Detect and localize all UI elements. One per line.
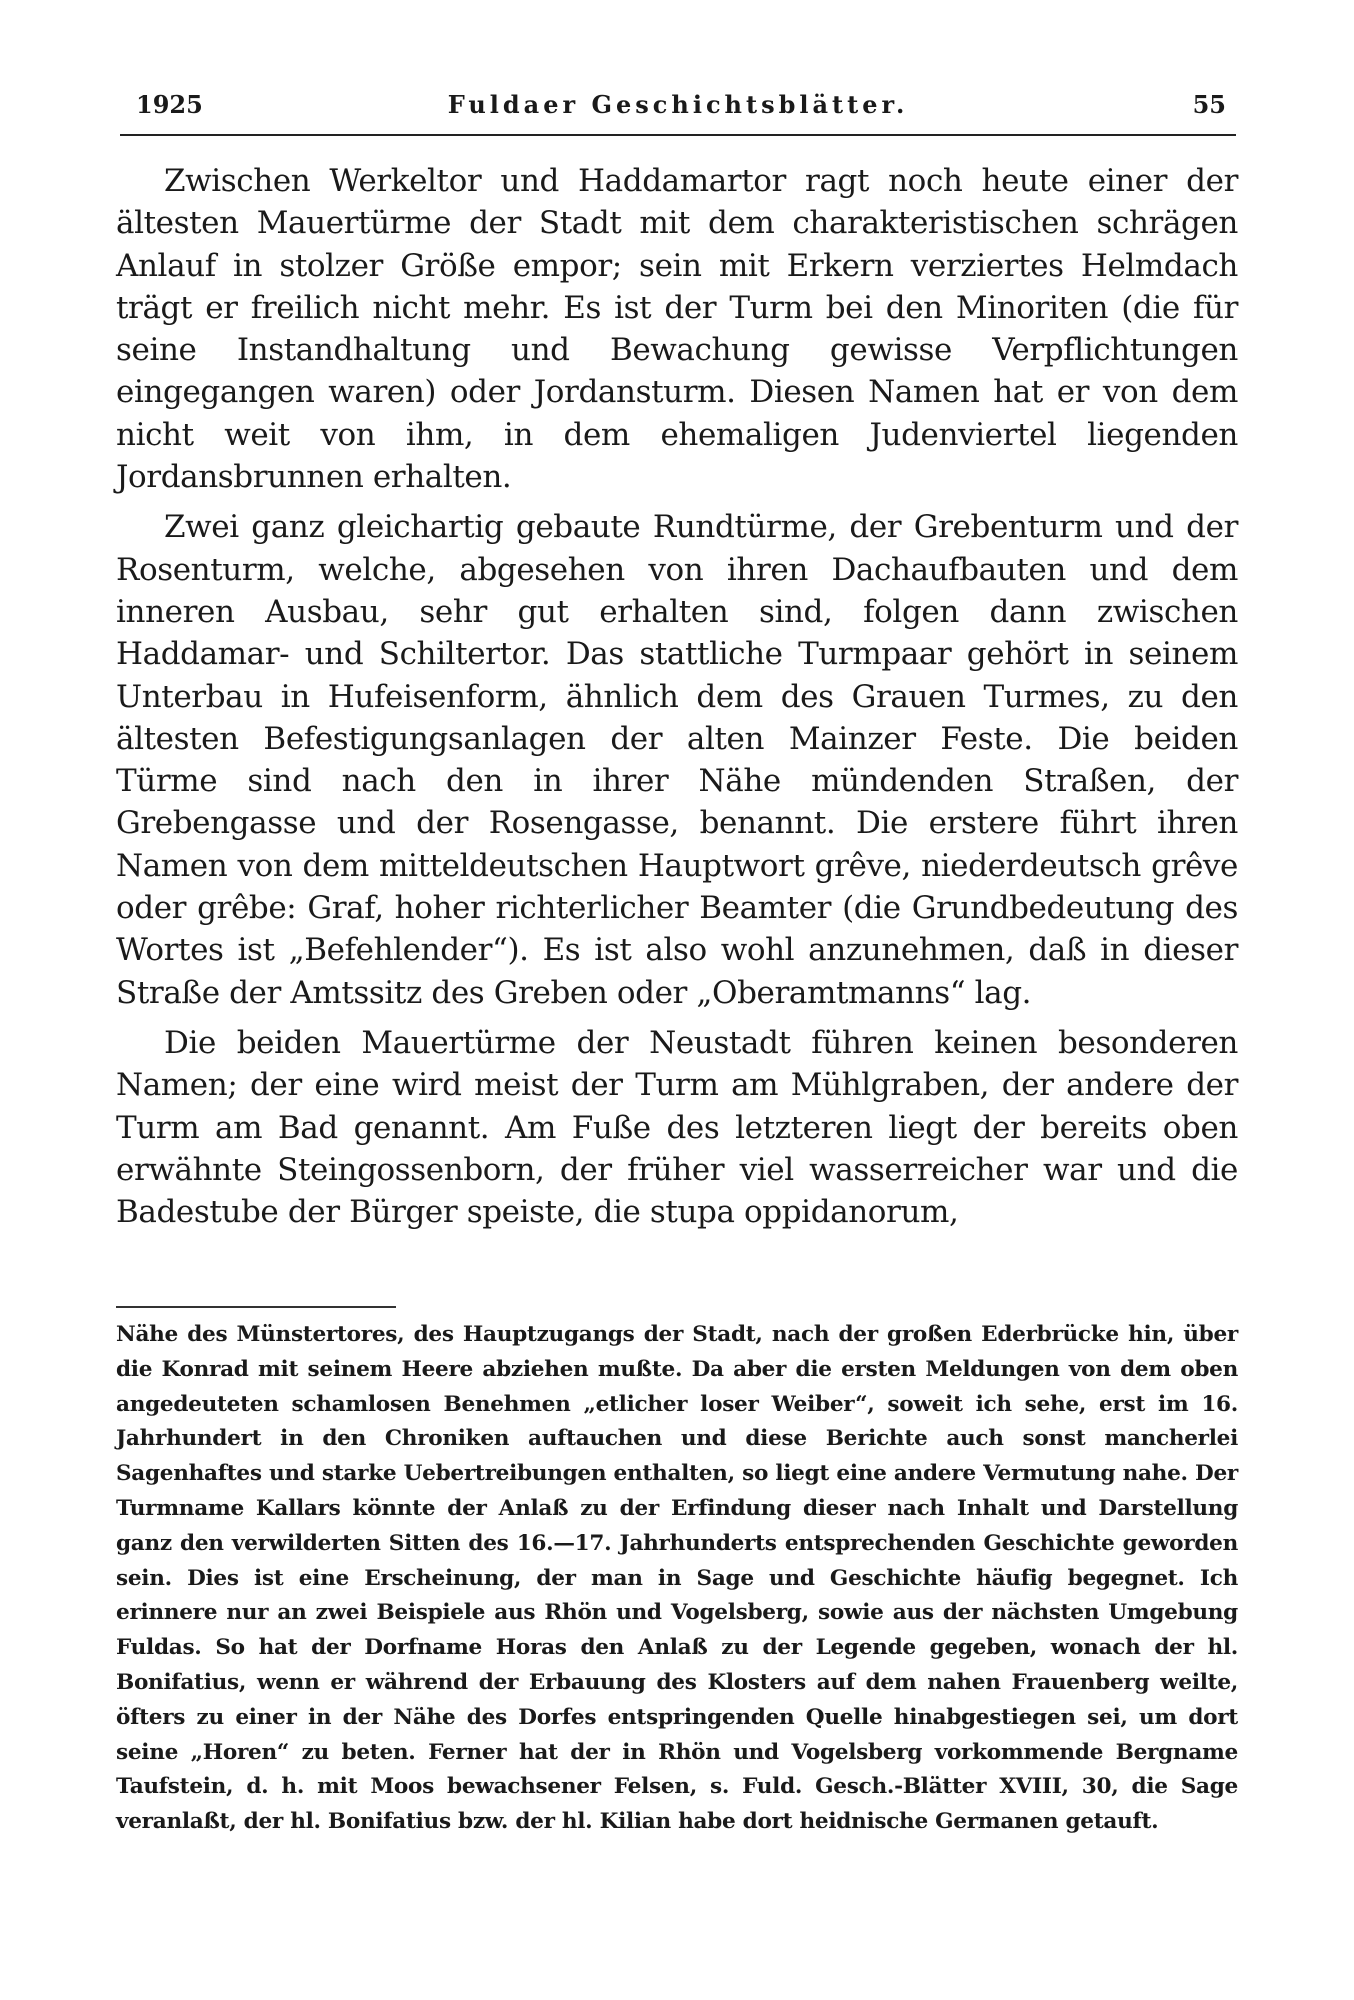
paragraph-2: Zwei ganz gleichartig gebaute Rundtürme, der Grebenturm und der Rosenturm, welche, abgesehen von ihren Dachaufbauten und dem inneren Ausbau, sehr gut erhalten sind, folgen dann zwischen Haddamar- und Schiltertor. Das stattliche Turmpaar gehört in seinem Unterbau in Hufeisenform, ähnlich dem des Grauen Turmes, zu den ältesten Befestigungsanlagen der alten Mainzer Feste. Die beiden Türme sind nach den in ihrer Nähe mündenden Straßen, der Grebengasse und der Rosengasse, benannt. Die erstere führt ihren Namen von dem mitteldeutschen Hauptwort grêve, niederdeutsch grêve oder grêbe: Graf, hoher richterlicher Beamter (die Grundbedeutung des Wortes ist „Befehlender“). Es ist also wohl anzunehmen, daß in dieser Straße der Amtssitz des Greben oder „Oberamtmanns“ lag. [116, 509, 1238, 1011]
body-text [116, 160, 1238, 1233]
footnote: Nähe des Münstertores, des Hauptzugangs der Stadt, nach der großen Ederbrücke hin, über die Konrad mit seinem Heere abziehen mußte. Da aber die ersten Meldungen von dem oben angedeuteten schamlosen Benehmen „etlicher loser Weiber“, soweit ich sehe, erst im 16. Jahrhundert in den Chroniken auftauchen und diese Berichte auch sonst mancherlei Sagenhaftes und starke Uebertreibungen enthalten, so liegt eine andere Vermutung nahe. Der Turmname Kallars könnte der Anlaß zu der Erfindung dieser nach Inhalt und Darstellung ganz den verwilderten Sitten des 16.—17. Jahrhunderts entsprechenden Geschichte geworden sein. Dies ist eine Erscheinung, der man in Sage und Geschichte häufig begegnet. Ich erinnere nur an zwei Beispiele aus Rhön und Vogelsberg, sowie aus der nächsten Umgebung Fuldas. So hat der Dorfname Horas den Anlaß zu der Legende gegeben, wonach der hl. Bonifatius, wenn er während der Erbauung des Klosters auf dem nahen Frauenberg weilte, öfters zu einer in der Nähe des Dorfes entspringenden Quelle hinabgestiegen sei, um dort seine „Horen“ zu beten. Ferner hat der in Rhön und Vogelsberg vorkommende Bergname Taufstein, d. h. mit Moos bewachsener Felsen, s. Fuld. Gesch.-Blätter XVIII, 30, die Sage veranlaßt, der hl. Bonifatius bzw. der hl. Kilian habe dort heidnische Germanen getauft. [116, 1322, 1238, 1835]
running-header [120, 84, 1236, 136]
header-title: Fuldaer Geschichtsblätter. [447, 90, 909, 119]
page-number: 55 [1192, 90, 1226, 119]
paragraph-3: Die beiden Mauertürme der Neustadt führen keinen besonderen Namen; der eine wird meist der Turm am Mühlgraben, der andere der Turm am Bad genannt. Am Fuße des letzteren liegt der bereits oben erwähnte Steingossenborn, der früher viel wasserreicher war und die Badestube der Bürger speiste, die stupa oppidanorum, [116, 1024, 1238, 1231]
header-year: 1925 [136, 90, 203, 119]
footnote-separator [116, 1306, 396, 1308]
paragraph-1: Zwischen Werkeltor und Haddamartor ragt noch heute einer der ältesten Mauertürme der Stadt mit dem charakteristischen schrägen Anlauf in stolzer Größe empor; sein mit Erkern verziertes Helmdach trägt er freilich nicht mehr. Es ist der Turm bei den Minoriten (die für seine Instandhaltung und Bewachung gewisse Verpflichtungen eingegangen waren) oder Jordansturm. Diesen Namen hat er von dem nicht weit von ihm, in dem ehemaligen Judenviertel liegenden Jordansbrunnen erhalten. [116, 163, 1238, 496]
